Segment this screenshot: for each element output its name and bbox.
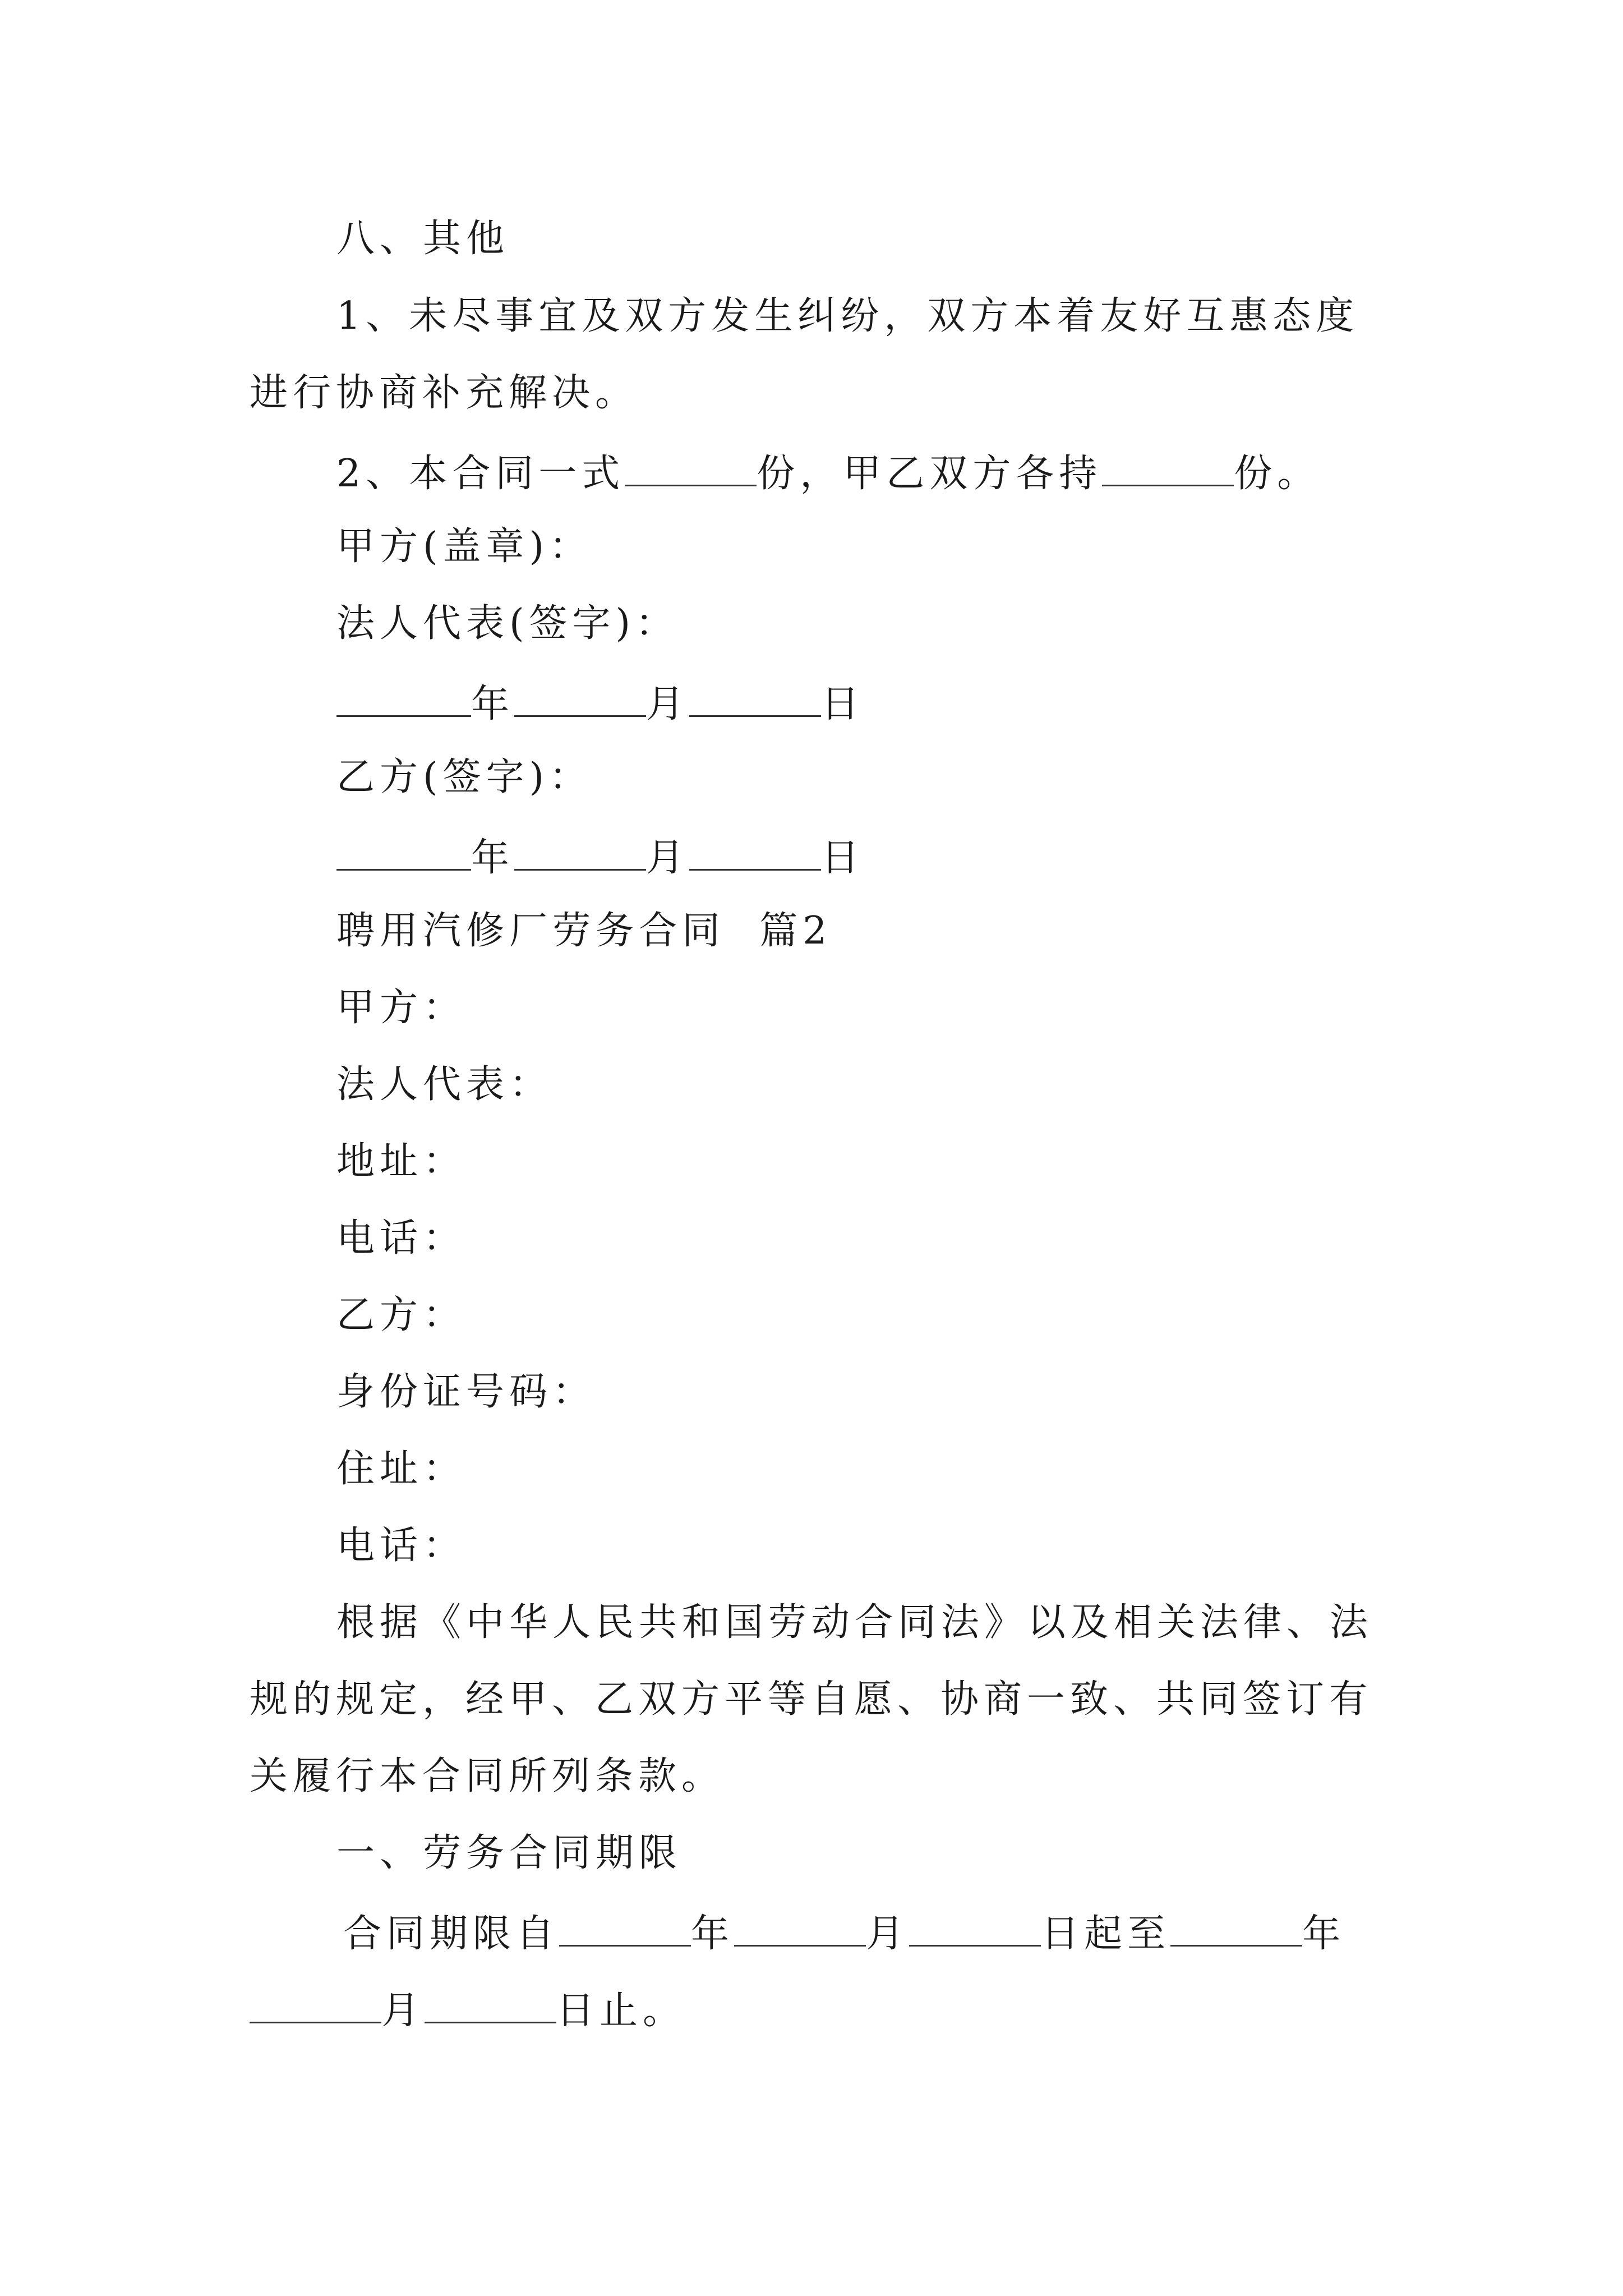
party-a-label: 甲方： xyxy=(336,986,467,1030)
term-text-c: 日止。 xyxy=(556,1989,686,2033)
year-blank xyxy=(336,835,471,871)
day-label: 日 xyxy=(821,836,865,880)
preamble-line-2: 规的规定，经甲、乙双方平等自愿、协商一致、共同签订有 xyxy=(250,1677,1373,1722)
section-heading-term: 一、劳务合同期限 xyxy=(336,1831,683,1875)
clause-2-text-b: 份，甲乙双方各持 xyxy=(757,452,1103,496)
end-day-blank xyxy=(425,1988,556,2023)
legal-rep-label: 法人代表： xyxy=(336,1062,553,1107)
preamble-line-3: 关履行本合同所列条款。 xyxy=(250,1754,725,1798)
end-month-blank xyxy=(250,1988,381,2023)
party-b-signature-label: 乙方(签字)： xyxy=(336,755,593,799)
year-blank xyxy=(336,682,471,717)
paragraph-clause-2 xyxy=(336,451,1321,496)
party-a-date-line xyxy=(336,682,864,724)
day-blank xyxy=(689,835,821,871)
address-label: 地址： xyxy=(336,1139,467,1184)
day-label: 日 xyxy=(821,682,865,726)
contract-title-part-2: 聘用汽修厂劳务合同 篇2 xyxy=(336,909,832,953)
party-b-date-line xyxy=(336,835,865,880)
preamble-line-1: 根据《中华人民共和国劳动合同法》以及相关法律、法 xyxy=(336,1600,1373,1645)
clause-2-text-c: 份。 xyxy=(1234,452,1321,496)
end-year-blank xyxy=(1170,1911,1302,1947)
paragraph-clause-1-line-2: 进行协商补充解决。 xyxy=(250,371,639,415)
phone-label-party-a: 电话： xyxy=(336,1216,467,1260)
day-blank xyxy=(689,682,821,717)
start-month-label: 月 xyxy=(866,1912,910,1956)
residence-label: 住址： xyxy=(336,1447,467,1491)
end-month-label: 月 xyxy=(381,1989,425,2033)
party-b-label: 乙方： xyxy=(336,1293,467,1337)
end-year-label: 年 xyxy=(1302,1912,1346,1956)
copies-each-blank xyxy=(1102,451,1234,486)
month-blank xyxy=(514,682,646,717)
start-month-blank xyxy=(734,1911,866,1947)
year-label: 年 xyxy=(471,836,515,880)
term-line-1 xyxy=(343,1911,1346,1956)
legal-rep-signature-label: 法人代表(签字)： xyxy=(336,601,679,646)
term-text-b: 日起至 xyxy=(1041,1912,1171,1956)
section-heading-other: 八、其他 xyxy=(336,217,510,261)
month-label: 月 xyxy=(646,682,690,726)
start-year-blank xyxy=(559,1911,691,1947)
start-day-blank xyxy=(909,1911,1041,1947)
term-line-2 xyxy=(250,1988,686,2033)
party-a-seal-label: 甲方(盖章)： xyxy=(336,524,593,569)
phone-label-party-b: 电话： xyxy=(336,1524,467,1568)
paragraph-clause-1-line-1: 1、未尽事宜及双方发生纠纷，双方本着友好互惠态度 xyxy=(336,294,1359,338)
year-label: 年 xyxy=(471,682,515,726)
start-year-label: 年 xyxy=(691,1912,735,1956)
month-blank xyxy=(514,835,646,871)
month-label: 月 xyxy=(646,836,690,880)
term-text-a: 合同期限自 xyxy=(343,1912,560,1956)
id-number-label: 身份证号码： xyxy=(336,1370,596,1414)
copies-total-blank xyxy=(625,451,757,486)
clause-2-text-a: 2、本合同一式 xyxy=(336,452,625,496)
